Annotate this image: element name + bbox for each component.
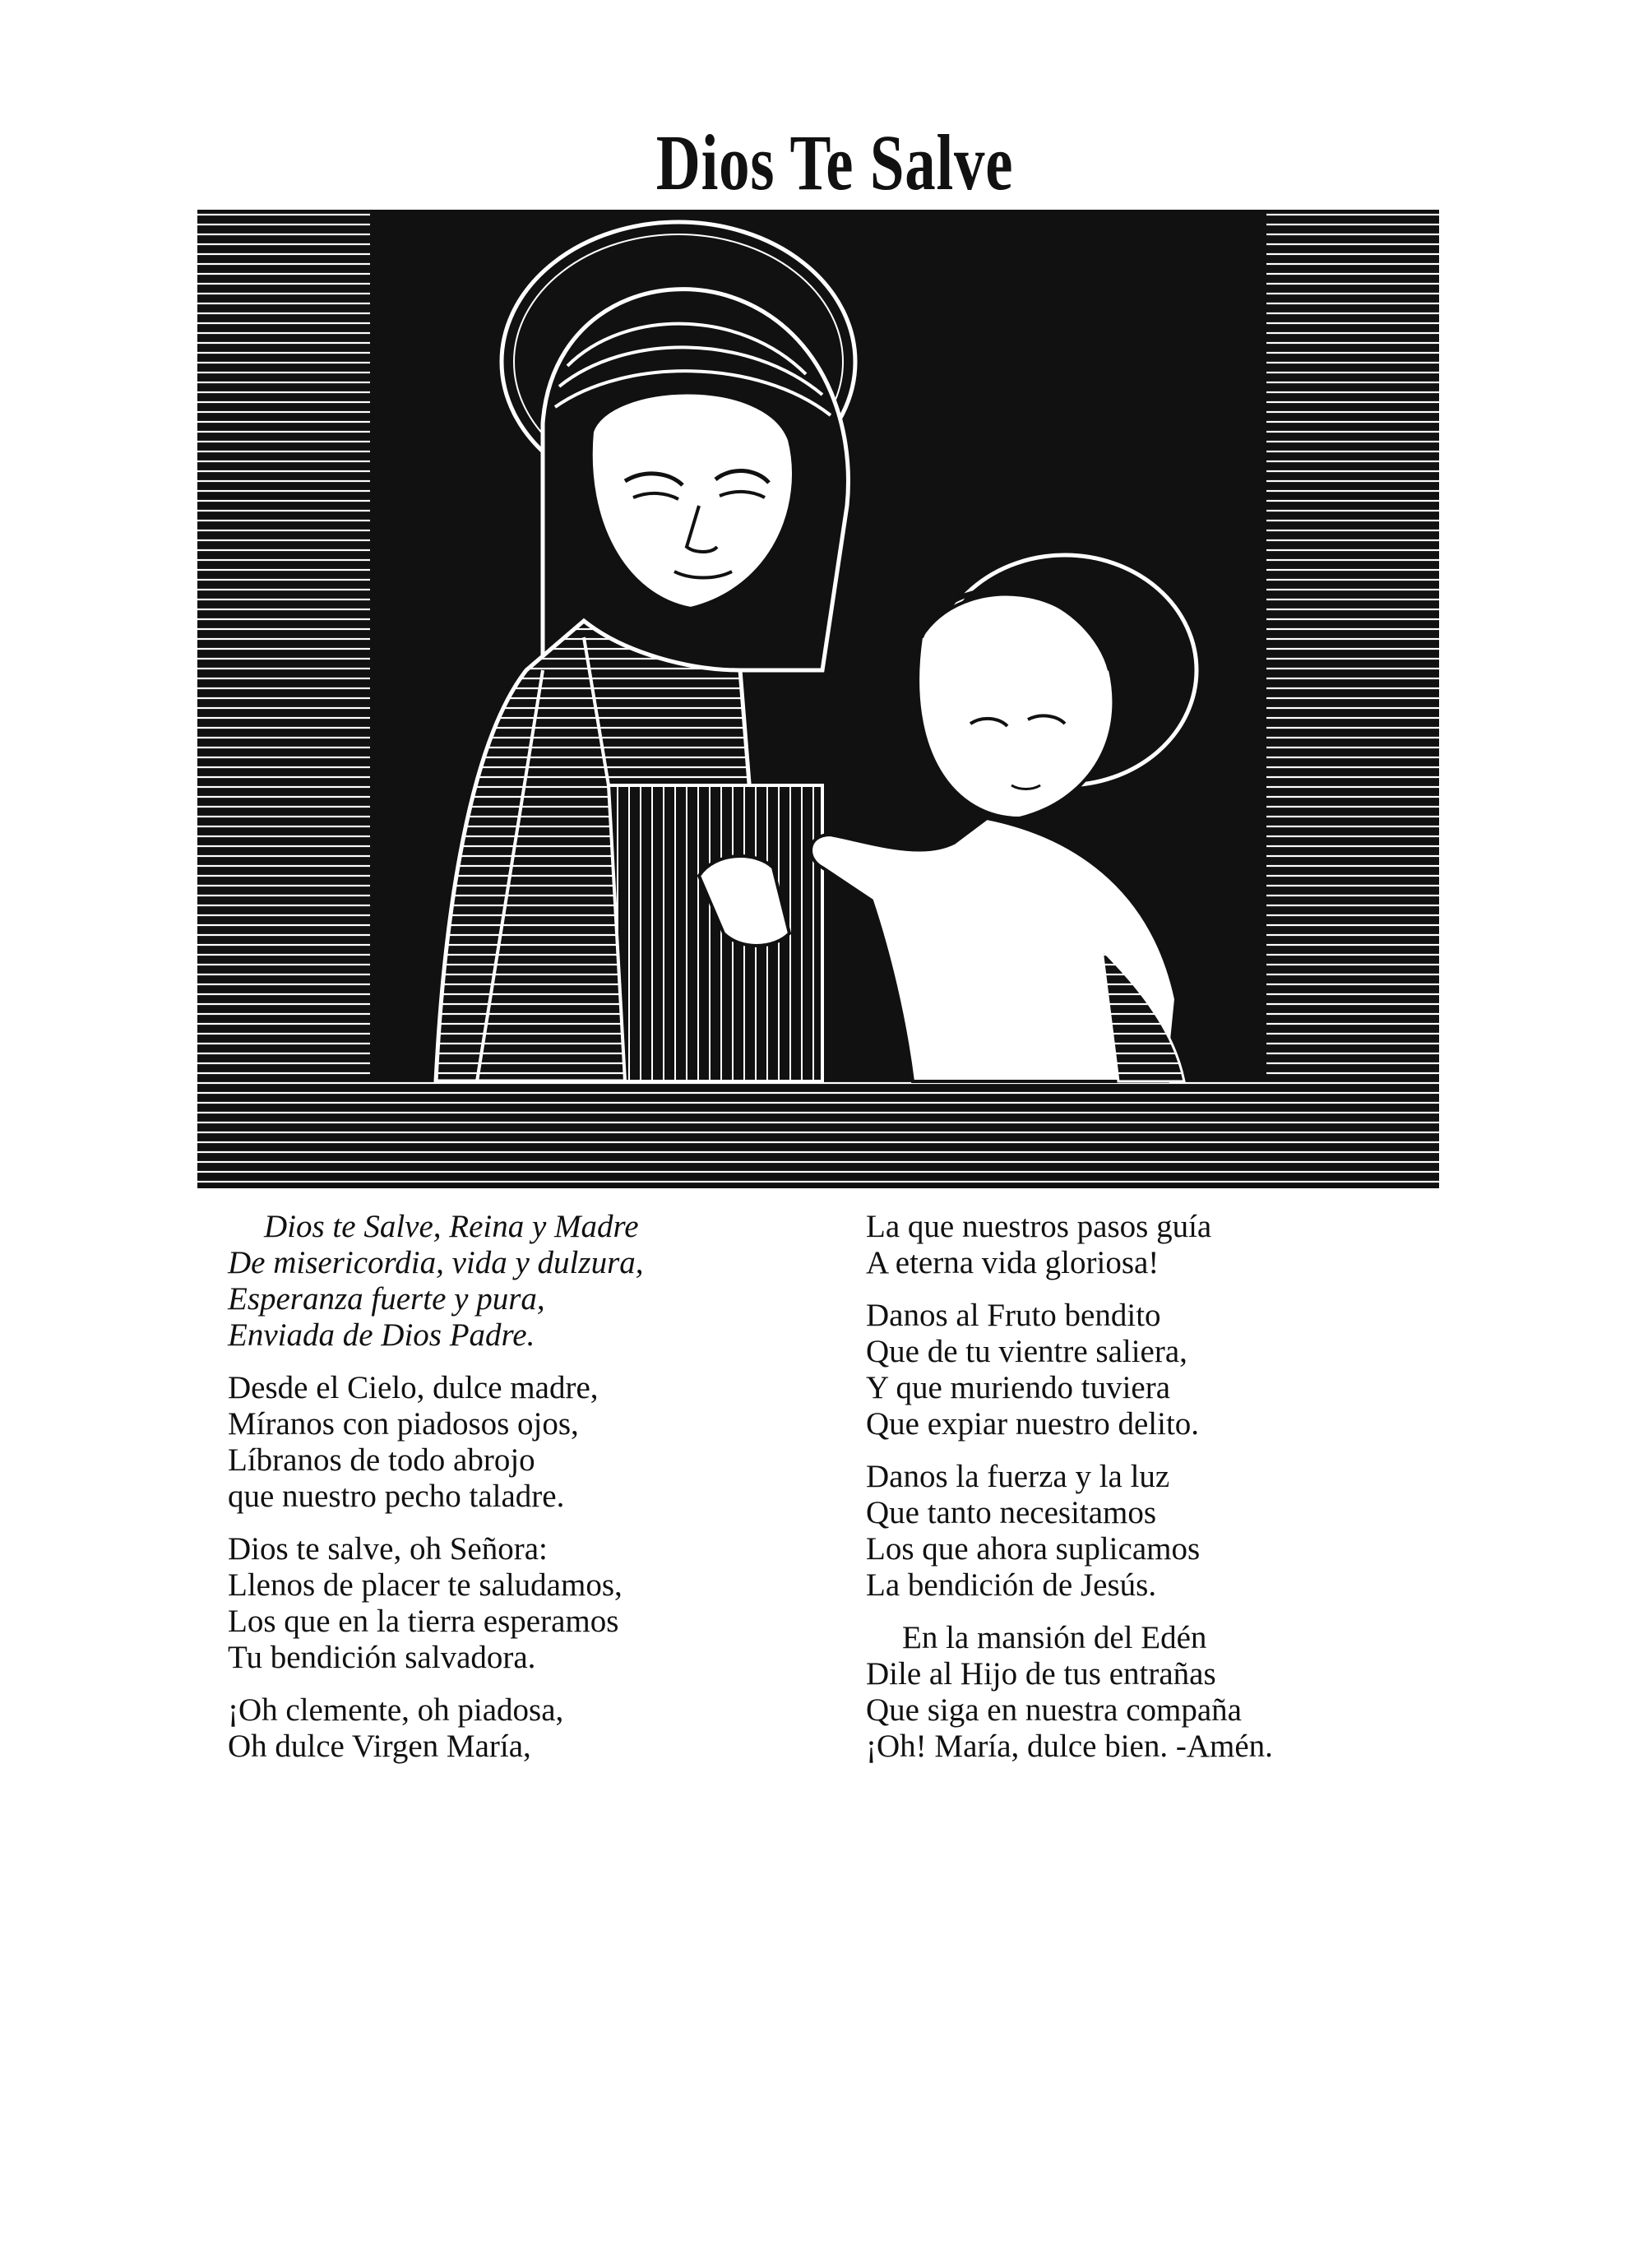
poem-line: Danos la fuerza y la luz: [866, 1459, 1170, 1494]
poem-line: La que nuestros pasos guía: [866, 1209, 1212, 1244]
poem-line: Llenos de placer te saludamos,: [228, 1567, 623, 1603]
poem-left-column: [228, 1209, 820, 1781]
poem-stanza: [228, 1692, 820, 1765]
poem-stanza: [866, 1209, 1458, 1281]
poem-line: Los que en la tierra esperamos: [228, 1604, 619, 1639]
poem-line: Que de tu vientre saliera,: [866, 1334, 1187, 1369]
poem-line: Los que ahora suplicamos: [866, 1531, 1201, 1567]
poem-stanza: [228, 1370, 820, 1515]
poem-line: A eterna vida gloriosa!: [866, 1245, 1160, 1280]
poem-line: Dios te Salve, Reina y Madre: [264, 1209, 639, 1244]
poem-line: Líbranos de todo abrojo: [228, 1442, 535, 1478]
poem-stanza: [228, 1209, 820, 1354]
poem-line: que nuestro pecho taladre.: [228, 1479, 565, 1514]
poem-line: Dile al Hijo de tus entrañas: [866, 1656, 1216, 1692]
poem-line: Tu bendición salvadora.: [228, 1640, 536, 1675]
poem-line: De misericordia, vida y dulzura,: [228, 1245, 644, 1280]
poem-line: Míranos con piadosos ojos,: [228, 1406, 579, 1442]
poem-line: Dios te salve, oh Señora:: [228, 1531, 548, 1567]
poem-line: Y que muriendo tuviera: [866, 1370, 1171, 1405]
poem-stanza: [866, 1298, 1458, 1442]
poem-line: Que tanto necesitamos: [866, 1495, 1157, 1530]
virgin-and-child-illustration: [197, 210, 1439, 1188]
poem-line: ¡Oh! María, dulce bien. -Amén.: [866, 1729, 1273, 1764]
poem-line: Enviada de Dios Padre.: [228, 1317, 535, 1353]
poem-stanza: [866, 1459, 1458, 1604]
poem-line: La bendición de Jesús.: [866, 1567, 1157, 1603]
poem-stanza: [228, 1531, 820, 1676]
poem-line: Esperanza fuerte y pura,: [228, 1281, 545, 1317]
poem-right-column: [866, 1209, 1458, 1781]
poem-stanza: [866, 1620, 1458, 1765]
poem-line: Que siga en nuestra compaña: [866, 1692, 1242, 1728]
poem-line: En la mansión del Edén: [902, 1620, 1207, 1655]
poem-line: ¡Oh clemente, oh piadosa,: [228, 1692, 564, 1728]
poem-line: Danos al Fruto bendito: [866, 1298, 1161, 1333]
poem-line: Desde el Cielo, dulce madre,: [228, 1370, 599, 1405]
poem-line: Que expiar nuestro delito.: [866, 1406, 1200, 1442]
page-title: Dios Te Salve: [655, 118, 1014, 207]
poem-line: Oh dulce Virgen María,: [228, 1729, 531, 1764]
